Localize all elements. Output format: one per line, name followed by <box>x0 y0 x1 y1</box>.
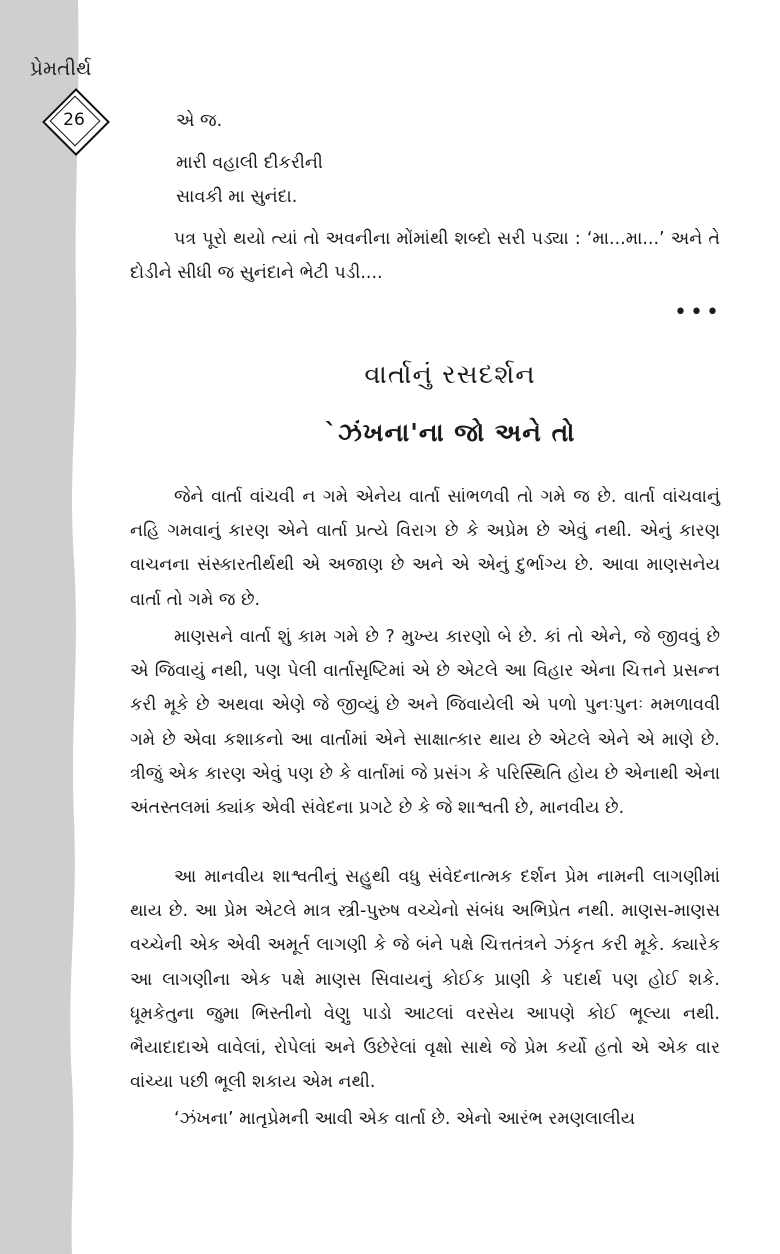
letter-line-2: મારી વહાલી દીકરીની <box>176 153 323 173</box>
page-number: 26 <box>63 110 85 130</box>
paragraph-2: માણસને વાર્તા શું કામ ગમે છે ? મુખ્ય કારણો બે છે. કાં તો એને, જે જીવવું છે એ જિવાયું નથી, પણ પેલી વાર્તાસૃષ્ટિમાં એ છે એટલે આ વિહાર એના ચિત્તને પ્રસન્ન કરી મૂકે છે અથવા એણે જે જીવ્યું છે અને જિવાયેલી એ પળો પુનઃપુનઃ મમળાવવી ગમે છે એવા કશાકનો આ વાર્તામાં એને સાક્ષાત્કાર થાય છે એટલે એને એ માણે છે. ત્રીજું એક કારણ એવું પણ છે કે વાર્તામાં જે પ્રસંગ કે પરિસ્થિતિ હોય છે એનાથી એના અંતસ્તલમાં ક્યાંક એવી સંવેદના પ્રગટે છે કે જે શાશ્વતી છે, માનવીય છે. <box>130 627 720 819</box>
letter-line-1: એ જ. <box>176 111 223 131</box>
page-gutter-shading <box>0 0 120 1254</box>
letter-line-3: સાવકી મા સુનંદા. <box>176 187 298 207</box>
paragraph-3: આ માનવીય શાશ્વતીનું સહુથી વધુ સંવેદનાત્મક દર્શન પ્રેમ નામની લાગણીમાં થાય છે. આ પ્રેમ એટલે માત્ર સ્ત્રી-પુરુષ વચ્ચેનો સંબંધ અભિપ્રેત નથી. માણસ-માણસ વચ્ચેની એક એવી અમૂર્ત લાગણી કે જે બંને પક્ષે ચિત્તતંત્રને ઝંકૃત કરી મૂકે. ક્યારેક આ લાગણીના એક પક્ષે માણસ સિવાયનું કોઈક પ્રાણી કે પદાર્થ પણ હોઈ શકે. ધૂમકેતુના જુમા ભિસ્તીનો વેણુ પાડો આટલાં વરસેય આપણે કોઈ ભૂલ્યા નથી. ભૈયાદાદાએ વાવેલાં, રોપેલાં અને ઉછેરેલાં વૃક્ષો સાથે જે પ્રેમ કર્યો હતો એ એક વાર વાંચ્યા પછી ભૂલી શકાય એમ નથી. <box>130 867 720 1093</box>
section-title: વાર્તાનું રસદર્શન <box>364 360 536 390</box>
paragraph-1: જેને વાર્તા વાંચવી ન ગમે એનેય વાર્તા સાંભળવી તો ગમે જ છે. વાર્તા વાંચવાનું નહિ ગમવાનું કારણ એને વાર્તા પ્રત્યે વિરાગ છે કે અપ્રેમ છે એવું નથી. એનું કારણ વાચનના સંસ્કારતીર્થથી એ અજાણ છે અને એ એનું દુર્ભાગ્ય છે. આવા માણસનેય વાર્તા તો ગમે જ છે. <box>130 487 720 610</box>
page-number-badge <box>42 88 106 152</box>
book-title: પ્રેમતીર્થ <box>30 56 92 80</box>
section-separator: ••• <box>674 300 722 325</box>
section-subtitle: `ઝંખના'ના જો અને તો <box>324 418 576 447</box>
closing-paragraph: પત્ર પૂરો થયો ત્યાં તો અવનીના મોંમાંથી શબ્દો સરી પડ્યા : ‘મા...મા...’ અને તે દોડીને સીધી જ સુનંદાને ભેટી પડી.... <box>130 229 720 284</box>
paragraph-4: ‘ઝંખના’ માતૃપ્રેમની આવી એક વાર્તા છે. એનો આરંભ રમણલાલીય <box>174 1109 636 1129</box>
